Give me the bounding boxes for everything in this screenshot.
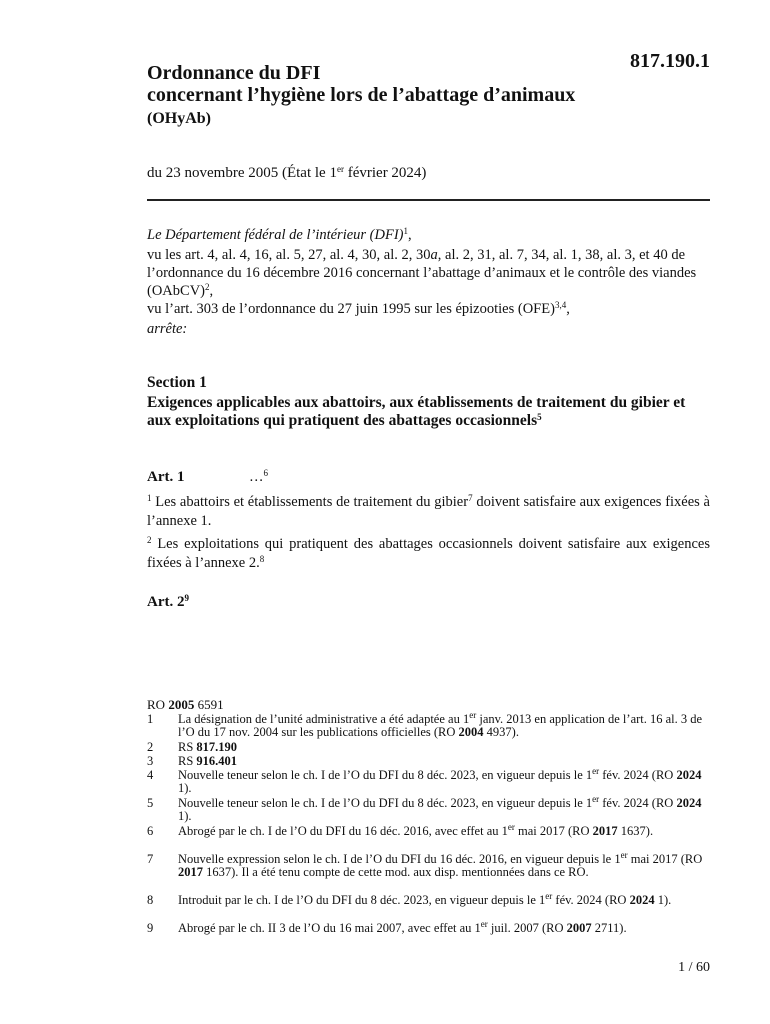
footnote-ref-7[interactable]: 7 [468,493,473,503]
article-1-heading: Art. 1 [147,469,185,485]
section-title-text: Exigences applicables aux abattoirs, aux établissements de traitement du gibier et aux exploitations qui pratiquent des abattages occasionnels [147,394,686,429]
date-suffix: février 2024) [343,165,427,181]
footnote-number: 9 [147,921,154,935]
vu1-part-a: vu les art. 4, al. 4, 16, al. 5, 27, al. 4, 30, al. 2, 30 [147,247,431,263]
footnote-number: 1 [147,712,154,726]
footnote-number: 7 [147,852,154,866]
footnote-text: Nouvelle expression selon le ch. I de l’O du DFI du 16 déc. 2016, en vigueur depuis le 1er mai 2017 (RO 2017 1637). Il a été tenu compte de cette mod. aux disp. mentionnées dans ce RO. [178,850,703,879]
article-2-label: Art. 2 [147,594,185,610]
footnote-text: Abrogé par le ch. I de l’O du DFI du 16 déc. 2016, avec effet au 1er mai 2017 (RO 2017 1637). [178,822,654,838]
preamble-authority [147,226,710,244]
footnote-ref-2[interactable]: 2 [205,282,210,292]
date-prefix: du 23 novembre 2005 (État le 1 [147,165,337,181]
footnote-ref-9[interactable]: 9 [184,593,189,603]
authority-end: , [408,227,412,243]
vu1-part-b: , al. 2, 31, al. 7, 34, al. 1, 38, al. 3, et 40 de l’ordonnance du 16 décembre 2016 concernant l’abattage d’animaux et le contrôle des viandes (OAbCV) [147,247,697,299]
paragraph-1-text-b: doivent satisfaire aux exigences fixées à l’annexe 1. [147,494,710,529]
ro-year: 2005 [168,697,195,712]
article-1-paragraph-1 [147,493,710,531]
footnote-text: Nouvelle teneur selon le ch. I de l’O du DFI du 8 déc. 2023, en vigueur depuis le 1er fév. 2024 (RO 2024 1). [178,766,702,795]
article-1-ellipsis: … [249,469,264,485]
document-abbreviation: (OHyAb) [147,110,211,127]
footnote-ref-8[interactable]: 8 [259,554,265,564]
document-date [147,165,426,182]
section-label: Section 1 [147,374,207,391]
footnote-number: 4 [147,768,154,782]
paragraph-2-text: Les exploitations qui pratiquent des abattages occasionnels doivent satisfaire aux exigences fixées à l’annexe 2. [147,536,710,571]
document-number: 817.190.1 [630,50,710,72]
footnote-number: 3 [147,754,154,768]
article-2-heading [147,594,189,611]
paragraph-1-text-a: Les abattoirs et établissements de traitement du gibier [151,494,469,510]
footnote-text: La désignation de l’unité administrative a été adaptée au 1er janv. 2013 en application de l’art. 16 al. 3 de l’O du 17 nov. 2004 sur les publications officielles (RO 2004 4937). [178,710,703,739]
date-sup: er [336,164,344,174]
document-title-line-1: Ordonnance du DFI [147,62,321,84]
section-title [147,394,707,430]
footnote-ref-5[interactable]: 5 [537,412,542,422]
footnote-number: 8 [147,893,154,907]
footnote-ref-1[interactable]: 1 [403,226,408,236]
article-1-title [249,469,268,486]
footnote-number: 6 [147,824,154,838]
vu2-text: vu l’art. 303 de l’ordonnance du 27 juin 1995 sur les épizooties (OFE) [147,301,555,317]
header-divider [147,199,710,201]
vu1-italic: a [430,247,438,263]
vu2-end: , [566,301,570,317]
ro-page: 6591 [194,697,224,712]
preamble-vu-2 [147,300,710,318]
footnote-text: Introduit par le ch. I de l’O du DFI du 8 déc. 2023, en vigueur depuis le 1er fév. 2024 (RO 2024 1). [178,891,672,907]
footnote-ref-3-4[interactable]: 3,4 [554,300,567,310]
paragraph-number-1: 1 [147,493,152,503]
authority-text: Le Département fédéral de l’intérieur (DFI) [147,227,404,243]
footnote-text: RS 817.190 [178,740,238,754]
paragraph-number-2: 2 [147,535,152,545]
vu1-end: , [209,283,214,299]
preamble-vu-1 [147,246,710,300]
footnote-text: RS 916.401 [178,754,238,768]
footnote-number: 2 [147,740,154,754]
preamble-arrete: arrête: [147,321,188,337]
ro-reference [147,697,224,713]
footnote-number: 5 [147,796,154,810]
footnote-text: Abrogé par le ch. II 3 de l’O du 16 mai 2007, avec effet au 1er juil. 2007 (RO 2007 2711). [178,919,627,935]
footnote-ref-6[interactable]: 6 [263,468,268,478]
document-title-line-2: concernant l’hygiène lors de l’abattage d’animaux [147,84,576,106]
footnote-text: Nouvelle teneur selon le ch. I de l’O du DFI du 8 déc. 2023, en vigueur depuis le 1er fév. 2024 (RO 2024 1). [178,794,702,823]
article-1-paragraph-2 [147,535,710,573]
page-number: 1 / 60 [678,960,710,975]
ro-prefix: RO [147,697,169,712]
